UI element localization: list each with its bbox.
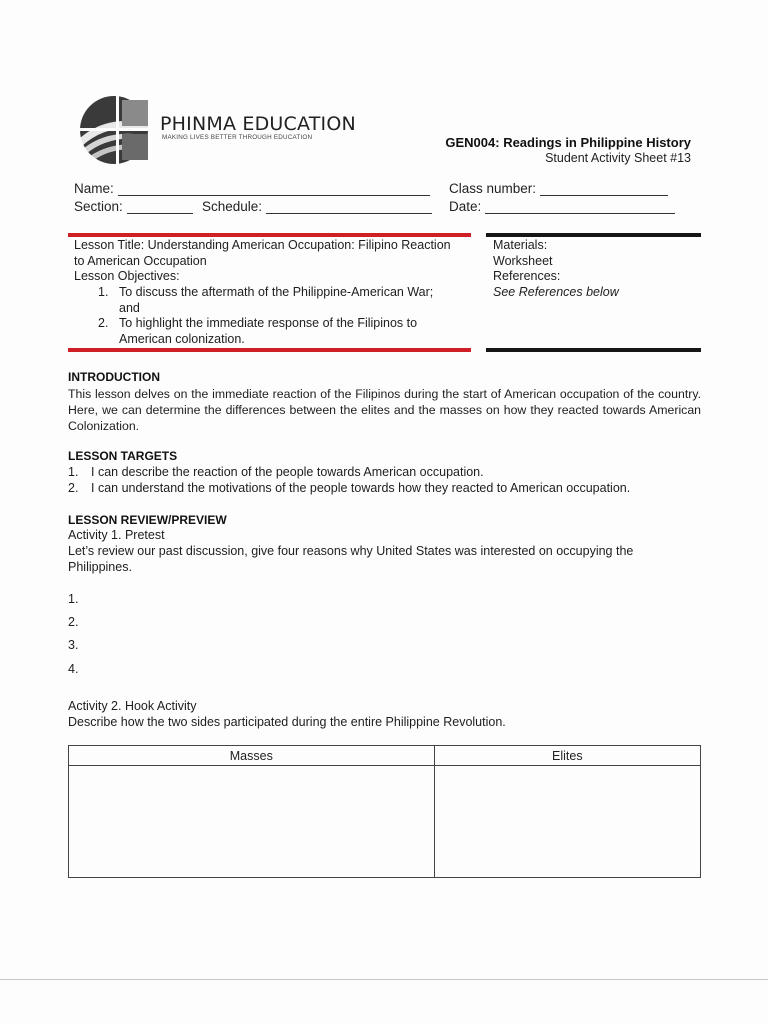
lesson-top-bar bbox=[68, 233, 471, 237]
masses-elites-table bbox=[68, 745, 701, 878]
references-value: See References below bbox=[493, 285, 619, 299]
lesson-objectives-label: Lesson Objectives: bbox=[74, 269, 180, 283]
activity-1-title: Activity 1. Pretest bbox=[68, 528, 165, 542]
materials-bottom-bar bbox=[486, 348, 701, 352]
answer-3[interactable]: 3. bbox=[68, 638, 79, 652]
lesson-title-line1: Lesson Title: Understanding American Occupation: Filipino Reaction bbox=[74, 238, 451, 252]
activity-2-prompt: Describe how the two sides participated during the entire Philippine Revolution. bbox=[68, 715, 506, 729]
introduction-heading: INTRODUCTION bbox=[68, 370, 160, 384]
answer-2[interactable]: 2. bbox=[68, 615, 79, 629]
elites-answer-cell[interactable] bbox=[434, 766, 700, 878]
review-heading: LESSON REVIEW/PREVIEW bbox=[68, 513, 227, 527]
answer-4[interactable]: 4. bbox=[68, 662, 79, 676]
materials-top-bar bbox=[486, 233, 701, 237]
date-input-line[interactable] bbox=[485, 200, 675, 214]
class-number-field bbox=[449, 181, 668, 196]
masses-column-header: Masses bbox=[69, 746, 435, 766]
page-bottom-divider bbox=[0, 979, 768, 980]
target-1-number: 1. bbox=[68, 465, 79, 479]
target-1-text: I can describe the reaction of the people towards American occupation. bbox=[91, 465, 484, 479]
date-field bbox=[449, 199, 675, 214]
section-input-line[interactable] bbox=[127, 200, 193, 214]
activity-1-prompt: Let’s review our past discussion, give four reasons why United States was interested on occupying the Philippines. bbox=[68, 544, 634, 574]
objective-1-line1: To discuss the aftermath of the Philippine-American War; bbox=[119, 285, 434, 299]
name-field bbox=[74, 181, 430, 196]
objective-1-line2: and bbox=[119, 300, 140, 315]
phinma-logo bbox=[78, 94, 158, 166]
schedule-label: Schedule: bbox=[202, 199, 263, 214]
class-number-label: Class number: bbox=[449, 181, 537, 196]
date-label: Date: bbox=[449, 199, 482, 214]
course-title: GEN004: Readings in Philippine History bbox=[445, 135, 691, 150]
lesson-title-line2: to American Occupation bbox=[74, 253, 207, 268]
section-label: Section: bbox=[74, 199, 123, 214]
lesson-bottom-bar bbox=[68, 348, 471, 352]
introduction-text: This lesson delves on the immediate reaction of the Filipinos during the start of American occupation of the country. Here, we can determine the differences between the elites and the masses on how they reacted towards American Colonization. bbox=[68, 387, 701, 433]
brand-tagline: MAKING LIVES BETTER THROUGH EDUCATION bbox=[162, 134, 313, 141]
section-field bbox=[74, 199, 193, 214]
class-number-input-line[interactable] bbox=[540, 182, 668, 196]
sheet-number: Student Activity Sheet #13 bbox=[545, 151, 691, 165]
masses-answer-cell[interactable] bbox=[69, 766, 435, 878]
objective-1-number: 1. bbox=[98, 285, 109, 299]
lesson-targets-heading: LESSON TARGETS bbox=[68, 449, 178, 463]
schedule-input-line[interactable] bbox=[266, 200, 432, 214]
objective-2-number: 2. bbox=[98, 316, 109, 330]
activity-2-title: Activity 2. Hook Activity bbox=[68, 699, 197, 713]
target-2-text: I can understand the motivations of the people towards how they reacted to American occupation. bbox=[91, 481, 631, 495]
materials-value: Worksheet bbox=[493, 253, 553, 268]
target-2-number: 2. bbox=[68, 481, 79, 495]
brand-name: PHINMA EDUCATION bbox=[160, 113, 356, 135]
elites-column-header: Elites bbox=[434, 746, 700, 766]
references-label: References: bbox=[493, 269, 561, 283]
logo-globe-icon bbox=[78, 94, 158, 166]
objective-2-line2: American colonization. bbox=[119, 331, 245, 346]
name-label: Name: bbox=[74, 181, 114, 196]
answer-1[interactable]: 1. bbox=[68, 592, 79, 606]
objective-2-line1: To highlight the immediate response of the Filipinos to bbox=[119, 316, 418, 330]
name-input-line[interactable] bbox=[118, 182, 430, 196]
schedule-field bbox=[202, 199, 432, 214]
materials-label: Materials: bbox=[493, 238, 548, 252]
